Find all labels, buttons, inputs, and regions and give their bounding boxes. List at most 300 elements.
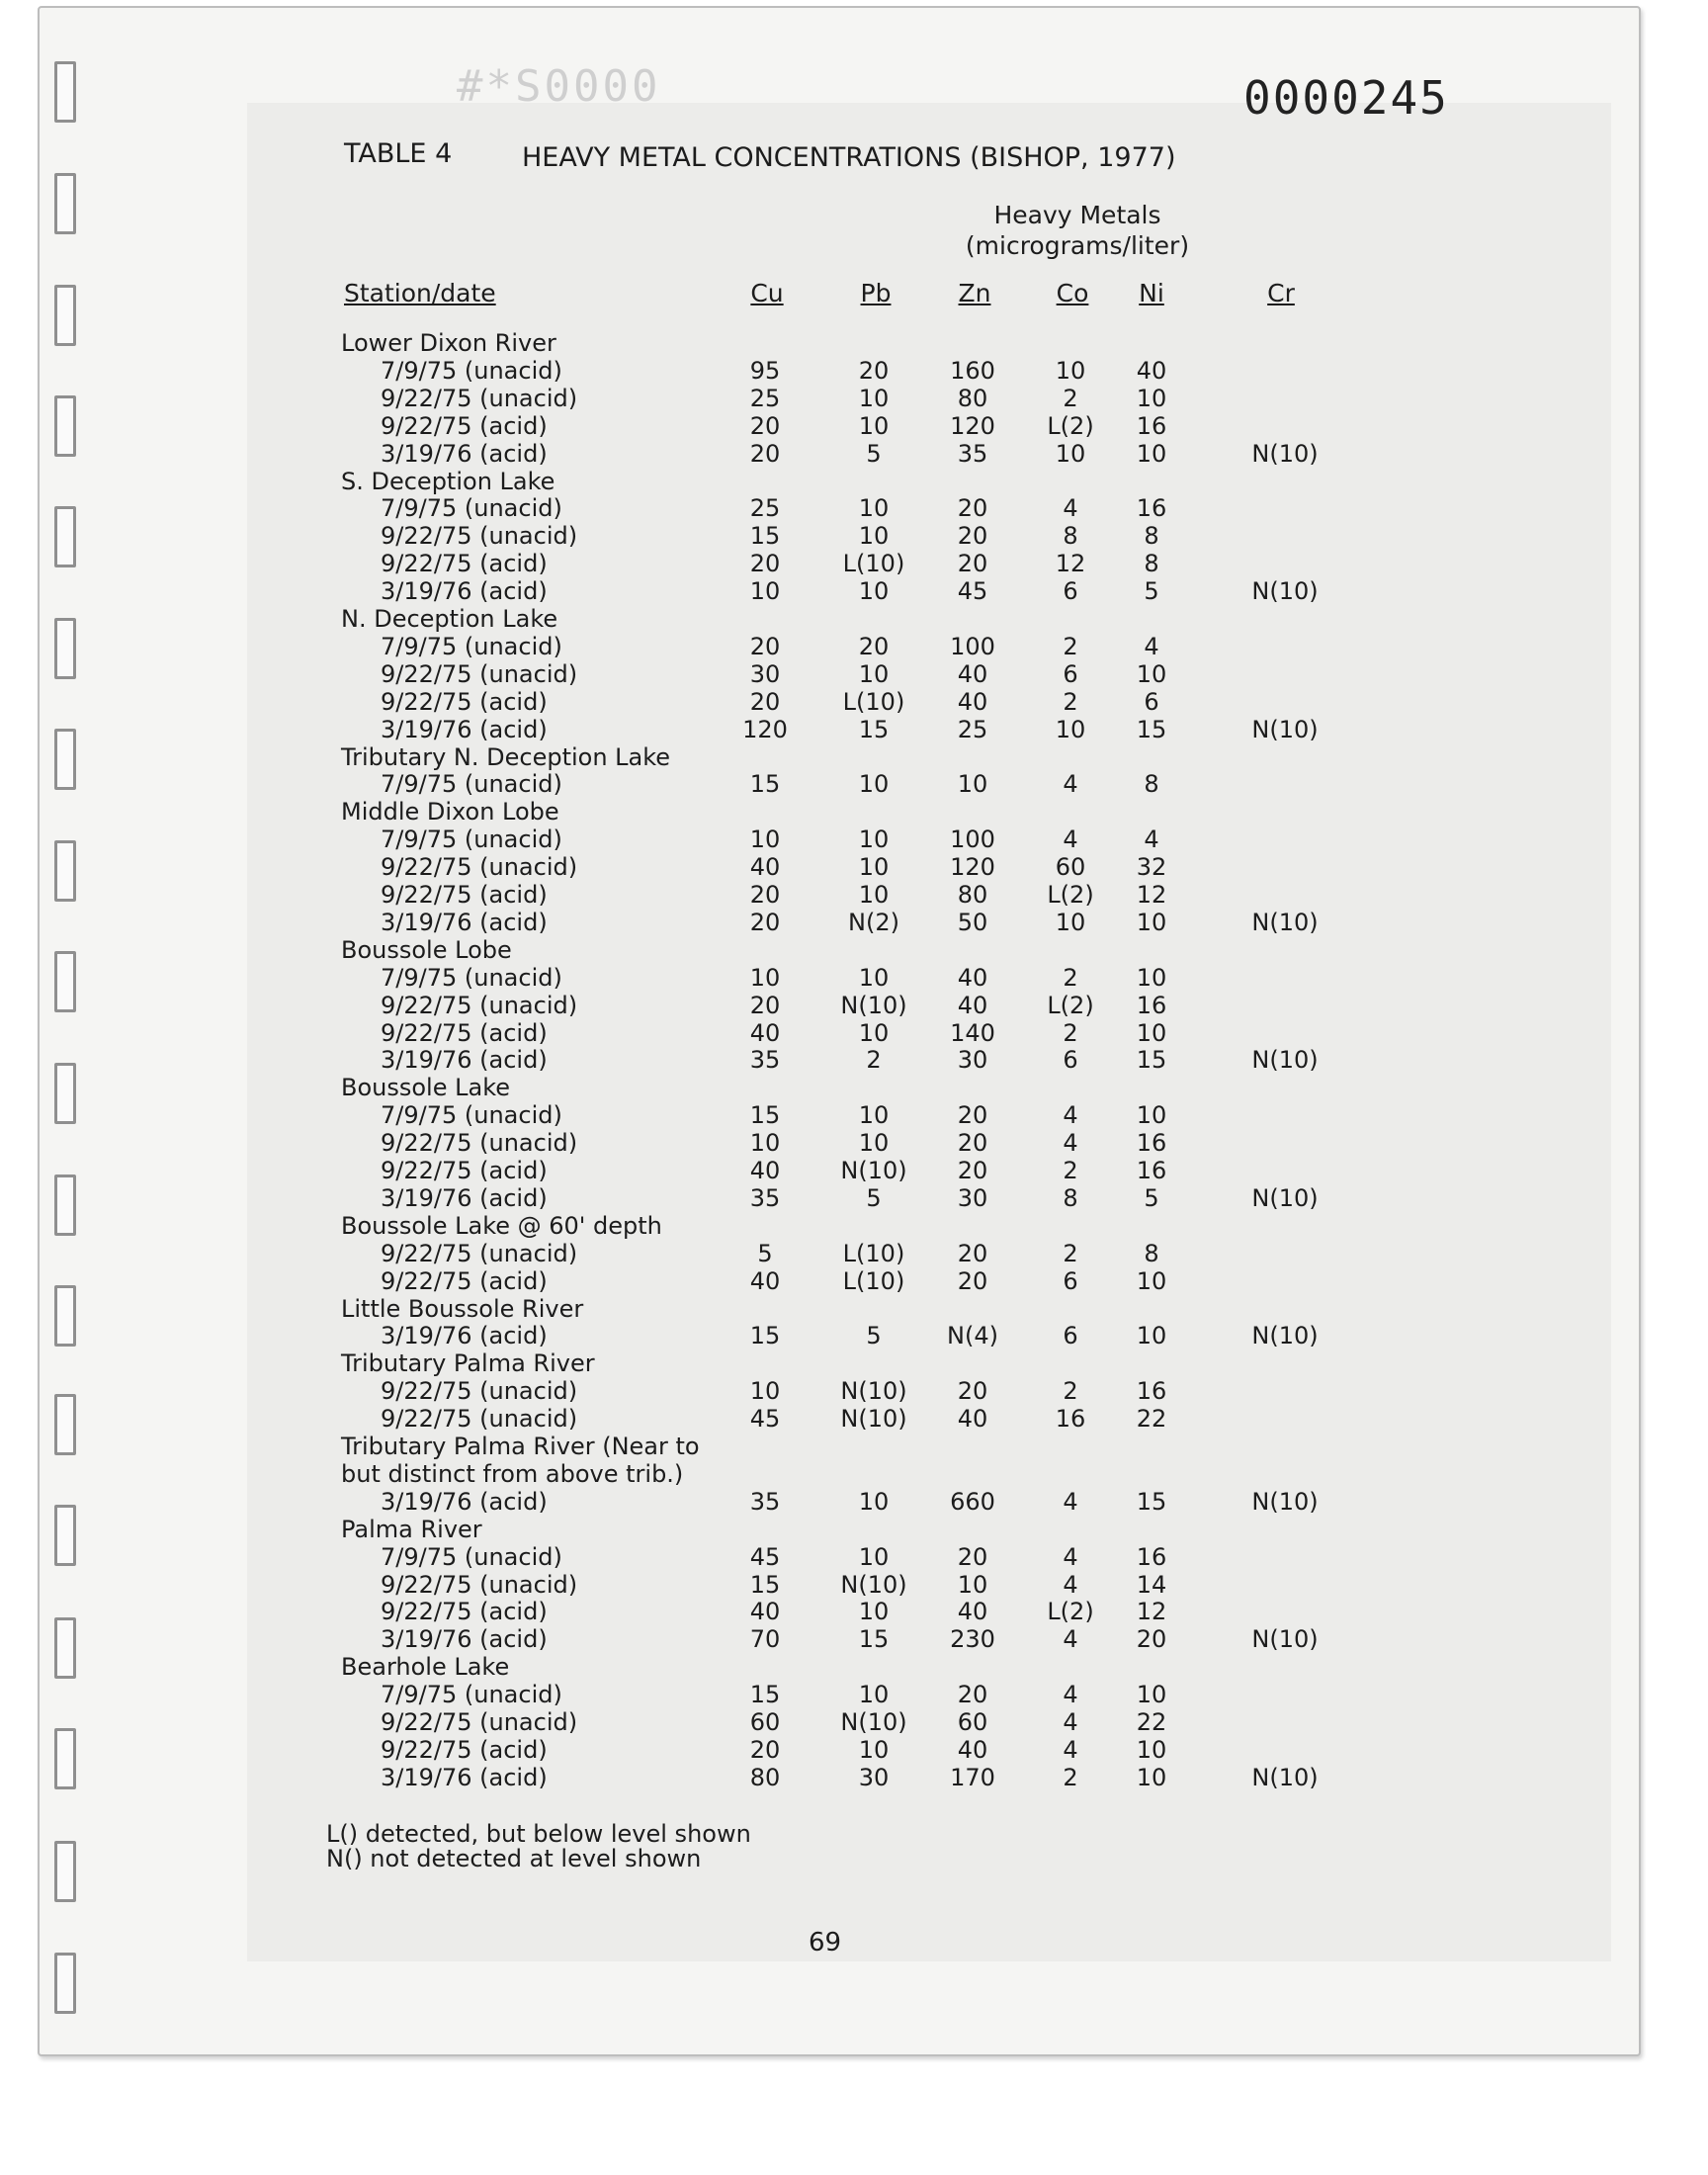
cell-pb: L(10) <box>842 1266 905 1295</box>
table-row <box>0 1184 1708 1212</box>
cell-ni: 10 <box>1136 908 1167 936</box>
cell-co: 8 <box>1063 522 1078 551</box>
station-group-name: N. Deception Lake <box>341 605 558 633</box>
sample-date: 9/22/75 (acid) <box>381 687 548 716</box>
table-row <box>0 1019 1708 1047</box>
cell-zn: 40 <box>957 1405 988 1434</box>
cell-pb: 10 <box>858 659 890 688</box>
table-row <box>0 1240 1708 1267</box>
sample-date: 9/22/75 (acid) <box>381 411 548 440</box>
sample-date: 3/19/76 (acid) <box>381 1763 548 1791</box>
cell-pb: 5 <box>866 1322 882 1350</box>
cell-ni: 4 <box>1144 632 1159 660</box>
table-row <box>0 522 1708 550</box>
cell-cu: 20 <box>749 991 781 1019</box>
sample-date: 3/19/76 (acid) <box>381 715 548 743</box>
cell-zn: 20 <box>957 1542 988 1571</box>
sample-date: 9/22/75 (unacid) <box>381 384 578 412</box>
cell-cu: 40 <box>749 1018 781 1047</box>
cell-ni: 16 <box>1136 411 1167 440</box>
table-row <box>0 1571 1708 1599</box>
cell-co: 2 <box>1063 1157 1078 1184</box>
cell-ni: 8 <box>1144 522 1159 551</box>
cell-ni: 5 <box>1144 577 1159 606</box>
cell-pb: 2 <box>866 1046 882 1075</box>
cell-cu: 60 <box>749 1708 781 1736</box>
table-row <box>0 1708 1708 1736</box>
cell-co: 8 <box>1063 1183 1078 1212</box>
cell-zn: 60 <box>957 1708 988 1736</box>
cell-co: 4 <box>1063 1570 1078 1599</box>
table-row <box>0 853 1708 881</box>
cell-zn: 40 <box>957 1598 988 1626</box>
cell-cr: N(10) <box>1251 908 1319 936</box>
cell-pb: 10 <box>858 770 890 799</box>
cell-co: 4 <box>1063 1625 1078 1654</box>
cell-cu: 10 <box>749 577 781 606</box>
sample-date: 9/22/75 (acid) <box>381 1157 548 1184</box>
cell-zn: 30 <box>957 1046 988 1075</box>
cell-zn: 120 <box>950 411 995 440</box>
footnote-n: N() not detected at level shown <box>326 1845 702 1872</box>
sample-date: 9/22/75 (unacid) <box>381 1570 578 1599</box>
cell-ni: 10 <box>1136 659 1167 688</box>
cell-cu: 15 <box>749 522 781 551</box>
cell-zn: 20 <box>957 1239 988 1267</box>
cell-ni: 10 <box>1136 963 1167 992</box>
cell-co: 16 <box>1055 1405 1086 1434</box>
cell-cu: 20 <box>749 632 781 660</box>
punch-hole <box>54 1841 76 1902</box>
cell-zn: 20 <box>957 550 988 578</box>
cell-ni: 10 <box>1136 1101 1167 1130</box>
cell-pb: 10 <box>858 1542 890 1571</box>
cell-cu: 20 <box>749 881 781 909</box>
sample-date: 3/19/76 (acid) <box>381 577 548 606</box>
sample-date: 9/22/75 (unacid) <box>381 1129 578 1158</box>
cell-ni: 40 <box>1136 356 1167 385</box>
cell-co: 2 <box>1063 384 1078 412</box>
table-row <box>0 1598 1708 1625</box>
sample-date: 7/9/75 (unacid) <box>381 632 562 660</box>
cell-ni: 10 <box>1136 1018 1167 1047</box>
table-row <box>0 550 1708 577</box>
metals-group-header <box>949 200 1206 261</box>
station-group-name: Palma River <box>341 1515 482 1543</box>
table-row <box>0 660 1708 688</box>
cell-cu: 15 <box>749 1681 781 1709</box>
cell-ni: 16 <box>1136 1129 1167 1158</box>
cell-pb: L(10) <box>842 550 905 578</box>
table-row <box>0 357 1708 385</box>
table-row <box>0 1543 1708 1571</box>
cell-ni: 15 <box>1136 715 1167 743</box>
cell-cr: N(10) <box>1251 1625 1319 1654</box>
cell-cr: N(10) <box>1251 1763 1319 1791</box>
cell-zn: 45 <box>957 577 988 606</box>
cell-pb: 10 <box>858 494 890 523</box>
sample-date: 7/9/75 (unacid) <box>381 1101 562 1130</box>
cell-cr: N(10) <box>1251 577 1319 606</box>
cell-ni: 12 <box>1136 1598 1167 1626</box>
header-co: Co <box>1056 279 1089 307</box>
sample-date: 9/22/75 (acid) <box>381 550 548 578</box>
sample-date: 9/22/75 (unacid) <box>381 1708 578 1736</box>
cell-zn: 20 <box>957 1377 988 1406</box>
cell-ni: 22 <box>1136 1405 1167 1434</box>
cell-zn: 40 <box>957 991 988 1019</box>
cell-ni: 10 <box>1136 439 1167 468</box>
station-group-name: Tributary Palma River <box>341 1349 595 1378</box>
sample-date: 9/22/75 (acid) <box>381 1018 548 1047</box>
sample-date: 9/22/75 (unacid) <box>381 522 578 551</box>
table-label: TABLE 4 <box>344 138 453 169</box>
table-row <box>0 909 1708 936</box>
table-row <box>0 385 1708 412</box>
table-row <box>0 1488 1708 1516</box>
sample-date: 9/22/75 (acid) <box>381 1266 548 1295</box>
cell-co: 2 <box>1063 687 1078 716</box>
station-group-name: Boussole Lobe <box>341 935 512 964</box>
cell-ni: 10 <box>1136 1266 1167 1295</box>
cell-pb: 10 <box>858 1018 890 1047</box>
cell-ni: 10 <box>1136 384 1167 412</box>
cell-cr: N(10) <box>1251 439 1319 468</box>
cell-zn: 120 <box>950 853 995 882</box>
cell-co: 4 <box>1063 1129 1078 1158</box>
cell-pb: N(10) <box>840 991 907 1019</box>
cell-cu: 15 <box>749 1570 781 1599</box>
cell-cu: 20 <box>749 550 781 578</box>
header-pb: Pb <box>860 279 892 307</box>
cell-cu: 10 <box>749 963 781 992</box>
cell-zn: 40 <box>957 1735 988 1764</box>
cell-ni: 16 <box>1136 1377 1167 1406</box>
cell-pb: 10 <box>858 853 890 882</box>
cell-ni: 8 <box>1144 550 1159 578</box>
cell-ni: 16 <box>1136 991 1167 1019</box>
cell-pb: 10 <box>858 1101 890 1130</box>
cell-pb: 10 <box>858 1487 890 1516</box>
table-row <box>0 412 1708 440</box>
cell-zn: 20 <box>957 1681 988 1709</box>
metals-group-line1: Heavy Metals <box>993 201 1161 229</box>
cell-ni: 16 <box>1136 494 1167 523</box>
sample-date: 7/9/75 (unacid) <box>381 1681 562 1709</box>
cell-zn: 25 <box>957 715 988 743</box>
sample-date: 9/22/75 (unacid) <box>381 1239 578 1267</box>
cell-ni: 22 <box>1136 1708 1167 1736</box>
cell-co: 2 <box>1063 1763 1078 1791</box>
cell-co: 10 <box>1055 908 1086 936</box>
cell-pb: 10 <box>858 577 890 606</box>
cell-cu: 25 <box>749 494 781 523</box>
top-stamp: #*S0000 <box>457 61 661 112</box>
cell-co: L(2) <box>1047 411 1094 440</box>
cell-cu: 70 <box>749 1625 781 1654</box>
page-number: 69 <box>809 1928 842 1958</box>
cell-pb: 5 <box>866 439 882 468</box>
cell-pb: 15 <box>858 1625 890 1654</box>
cell-co: 6 <box>1063 1046 1078 1075</box>
cell-cu: 15 <box>749 1322 781 1350</box>
cell-pb: 10 <box>858 522 890 551</box>
cell-cu: 15 <box>749 770 781 799</box>
sample-date: 9/22/75 (unacid) <box>381 1377 578 1406</box>
table-title: HEAVY METAL CONCENTRATIONS (BISHOP, 1977) <box>522 142 1176 173</box>
cell-cr: N(10) <box>1251 1183 1319 1212</box>
cell-pb: L(10) <box>842 687 905 716</box>
cell-co: 4 <box>1063 770 1078 799</box>
cell-zn: 10 <box>957 1570 988 1599</box>
cell-ni: 10 <box>1136 1763 1167 1791</box>
cell-zn: 100 <box>950 826 995 854</box>
cell-co: 6 <box>1063 1266 1078 1295</box>
cell-co: 6 <box>1063 577 1078 606</box>
table-row <box>0 881 1708 909</box>
cell-pb: L(10) <box>842 1239 905 1267</box>
sample-date: 3/19/76 (acid) <box>381 1625 548 1654</box>
cell-pb: 10 <box>858 881 890 909</box>
cell-pb: N(10) <box>840 1157 907 1184</box>
cell-zn: 170 <box>950 1763 995 1791</box>
header-cu: Cu <box>750 279 784 307</box>
cell-co: 6 <box>1063 1322 1078 1350</box>
cell-ni: 32 <box>1136 853 1167 882</box>
table-row <box>0 1625 1708 1653</box>
cell-co: L(2) <box>1047 1598 1094 1626</box>
sample-date: 7/9/75 (unacid) <box>381 356 562 385</box>
cell-zn: 160 <box>950 356 995 385</box>
sample-date: 3/19/76 (acid) <box>381 1183 548 1212</box>
table-row <box>0 1322 1708 1349</box>
cell-co: L(2) <box>1047 991 1094 1019</box>
cell-zn: 20 <box>957 494 988 523</box>
cell-pb: 10 <box>858 1681 890 1709</box>
cell-pb: 10 <box>858 826 890 854</box>
header-cr: Cr <box>1267 279 1295 307</box>
cell-cr: N(10) <box>1251 1322 1319 1350</box>
cell-ni: 15 <box>1136 1487 1167 1516</box>
cell-cu: 45 <box>749 1405 781 1434</box>
cell-zn: 50 <box>957 908 988 936</box>
cell-zn: 35 <box>957 439 988 468</box>
punch-hole <box>54 285 76 346</box>
table-row <box>0 1377 1708 1405</box>
cell-zn: 100 <box>950 632 995 660</box>
sample-date: 3/19/76 (acid) <box>381 1487 548 1516</box>
header-ni: Ni <box>1139 279 1164 307</box>
cell-co: 2 <box>1063 1018 1078 1047</box>
cell-cu: 20 <box>749 411 781 440</box>
table-row <box>0 633 1708 660</box>
cell-cu: 40 <box>749 1266 781 1295</box>
cell-pb: 10 <box>858 1598 890 1626</box>
cell-zn: 660 <box>950 1487 995 1516</box>
table-row <box>0 992 1708 1019</box>
cell-cu: 45 <box>749 1542 781 1571</box>
table-row <box>0 688 1708 716</box>
cell-zn: 10 <box>957 770 988 799</box>
table-row <box>0 716 1708 743</box>
cell-co: 10 <box>1055 439 1086 468</box>
cell-cu: 40 <box>749 1598 781 1626</box>
cell-cu: 20 <box>749 687 781 716</box>
cell-ni: 4 <box>1144 826 1159 854</box>
cell-cu: 95 <box>749 356 781 385</box>
station-group-name-cont: but distinct from above trib.) <box>341 1459 684 1488</box>
cell-pb: N(10) <box>840 1377 907 1406</box>
station-group-name: Tributary Palma River (Near to <box>341 1433 700 1460</box>
cell-pb: 15 <box>858 715 890 743</box>
cell-ni: 10 <box>1136 1322 1167 1350</box>
cell-cu: 120 <box>742 715 788 743</box>
station-group-name: S. Deception Lake <box>341 467 555 495</box>
cell-pb: 20 <box>858 356 890 385</box>
sample-date: 9/22/75 (acid) <box>381 1598 548 1626</box>
cell-ni: 8 <box>1144 770 1159 799</box>
cell-cu: 20 <box>749 439 781 468</box>
cell-pb: N(2) <box>848 908 899 936</box>
cell-pb: N(10) <box>840 1708 907 1736</box>
cell-co: 60 <box>1055 853 1086 882</box>
cell-co: 4 <box>1063 826 1078 854</box>
header-station: Station/date <box>344 279 496 307</box>
cell-ni: 8 <box>1144 1239 1159 1267</box>
punch-hole <box>54 173 76 234</box>
cell-ni: 15 <box>1136 1046 1167 1075</box>
sample-date: 3/19/76 (acid) <box>381 908 548 936</box>
cell-zn: 40 <box>957 963 988 992</box>
cell-cr: N(10) <box>1251 1046 1319 1075</box>
cell-zn: N(4) <box>947 1322 998 1350</box>
table-row <box>0 1101 1708 1129</box>
footnote-l: L() detected, but below level shown <box>326 1820 751 1848</box>
sample-date: 9/22/75 (acid) <box>381 1735 548 1764</box>
cell-zn: 40 <box>957 687 988 716</box>
cell-cu: 15 <box>749 1101 781 1130</box>
cell-zn: 140 <box>950 1018 995 1047</box>
sample-date: 9/22/75 (unacid) <box>381 853 578 882</box>
cell-cu: 25 <box>749 384 781 412</box>
sample-date: 9/22/75 (unacid) <box>381 1405 578 1434</box>
cell-pb: 10 <box>858 1129 890 1158</box>
cell-ni: 6 <box>1144 687 1159 716</box>
cell-cu: 35 <box>749 1487 781 1516</box>
cell-ni: 10 <box>1136 1681 1167 1709</box>
punch-hole <box>54 1953 76 2014</box>
cell-co: 6 <box>1063 659 1078 688</box>
cell-ni: 12 <box>1136 881 1167 909</box>
cell-ni: 16 <box>1136 1542 1167 1571</box>
cell-zn: 20 <box>957 522 988 551</box>
sample-date: 7/9/75 (unacid) <box>381 963 562 992</box>
cell-cu: 35 <box>749 1183 781 1212</box>
cell-co: 4 <box>1063 1101 1078 1130</box>
cell-pb: 10 <box>858 1735 890 1764</box>
cell-pb: 5 <box>866 1183 882 1212</box>
station-group-name: Middle Dixon Lobe <box>341 798 559 826</box>
cell-ni: 16 <box>1136 1157 1167 1184</box>
table-row <box>0 1129 1708 1157</box>
table-row <box>0 1046 1708 1074</box>
station-group-name: Bearhole Lake <box>341 1653 510 1682</box>
sample-date: 3/19/76 (acid) <box>381 1322 548 1350</box>
cell-cu: 10 <box>749 1129 781 1158</box>
cell-co: 4 <box>1063 1487 1078 1516</box>
cell-pb: 30 <box>858 1763 890 1791</box>
sample-date: 3/19/76 (acid) <box>381 1046 548 1075</box>
table-row <box>0 494 1708 522</box>
cell-pb: 10 <box>858 411 890 440</box>
punch-hole <box>54 61 76 123</box>
table-row <box>0 826 1708 853</box>
cell-co: 4 <box>1063 1542 1078 1571</box>
cell-cu: 5 <box>757 1239 773 1267</box>
cell-co: 4 <box>1063 494 1078 523</box>
table-row <box>0 1764 1708 1791</box>
cell-ni: 10 <box>1136 1735 1167 1764</box>
cell-zn: 80 <box>957 384 988 412</box>
cell-cu: 35 <box>749 1046 781 1075</box>
cell-pb: 10 <box>858 963 890 992</box>
cell-pb: 10 <box>858 384 890 412</box>
table-row <box>0 1267 1708 1295</box>
cell-co: 2 <box>1063 1239 1078 1267</box>
sample-date: 9/22/75 (acid) <box>381 881 548 909</box>
cell-ni: 20 <box>1136 1625 1167 1654</box>
cell-zn: 20 <box>957 1129 988 1158</box>
cell-ni: 5 <box>1144 1183 1159 1212</box>
cell-cu: 20 <box>749 908 781 936</box>
table-row <box>0 770 1708 798</box>
table-row <box>0 1681 1708 1708</box>
table-row <box>0 577 1708 605</box>
table-row <box>0 440 1708 468</box>
cell-zn: 20 <box>957 1157 988 1184</box>
sample-date: 3/19/76 (acid) <box>381 439 548 468</box>
header-zn: Zn <box>958 279 991 307</box>
cell-co: 10 <box>1055 356 1086 385</box>
table-row <box>0 1736 1708 1764</box>
sample-date: 7/9/75 (unacid) <box>381 770 562 799</box>
cell-cu: 40 <box>749 1157 781 1184</box>
cell-co: 2 <box>1063 963 1078 992</box>
cell-zn: 80 <box>957 881 988 909</box>
cell-pb: 20 <box>858 632 890 660</box>
cell-co: 4 <box>1063 1681 1078 1709</box>
cell-co: L(2) <box>1047 881 1094 909</box>
cell-cu: 30 <box>749 659 781 688</box>
table-row <box>0 1157 1708 1184</box>
cell-cu: 10 <box>749 1377 781 1406</box>
table-row <box>0 1405 1708 1433</box>
cell-pb: N(10) <box>840 1405 907 1434</box>
cell-co: 4 <box>1063 1708 1078 1736</box>
cell-co: 4 <box>1063 1735 1078 1764</box>
cell-pb: N(10) <box>840 1570 907 1599</box>
cell-zn: 230 <box>950 1625 995 1654</box>
cell-cu: 20 <box>749 1735 781 1764</box>
cell-co: 2 <box>1063 632 1078 660</box>
station-group-name: Little Boussole River <box>341 1294 584 1323</box>
station-group-name: Lower Dixon River <box>341 329 556 357</box>
sample-date: 7/9/75 (unacid) <box>381 494 562 523</box>
cell-co: 10 <box>1055 715 1086 743</box>
table-row <box>0 964 1708 992</box>
cell-zn: 20 <box>957 1101 988 1130</box>
document-id: 0000245 <box>1243 71 1449 125</box>
